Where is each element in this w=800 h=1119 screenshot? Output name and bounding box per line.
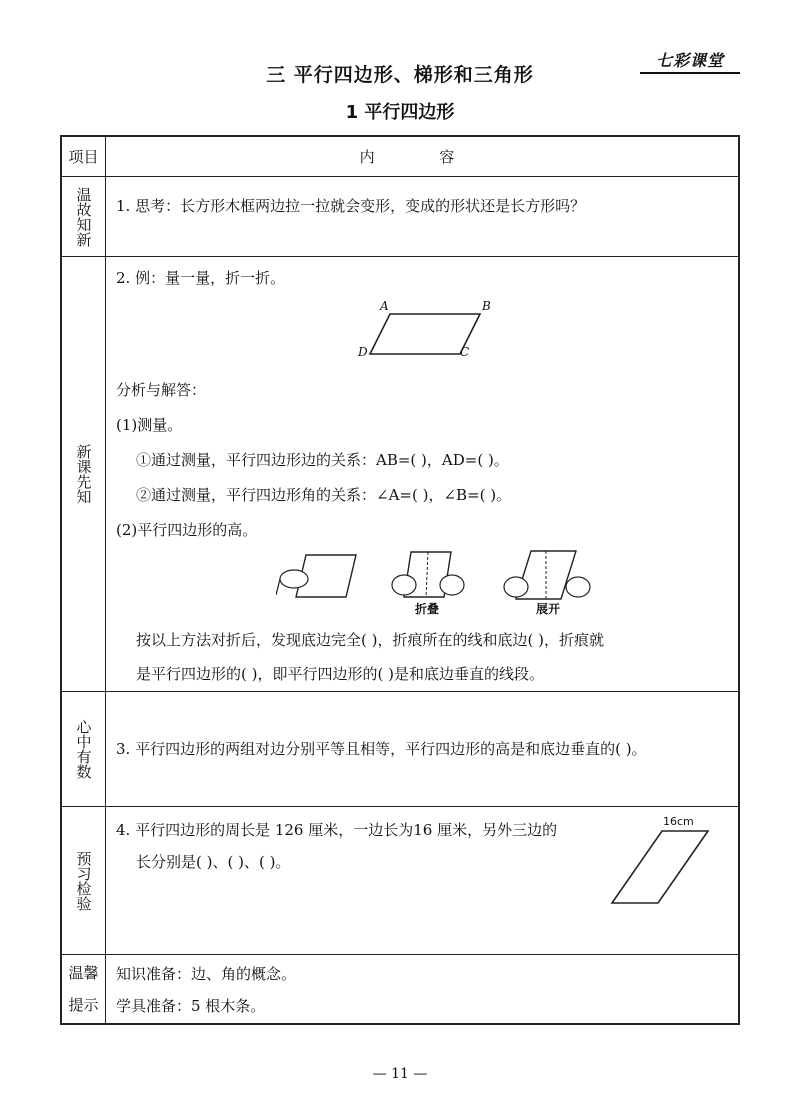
point-a-label: A bbox=[380, 299, 389, 313]
lesson-title: 1 平行四边形 bbox=[345, 102, 455, 123]
chapter-title: 三 平行四边形、梯形和三角形 bbox=[266, 64, 534, 86]
measure-angles: ②通过测量，平行四边形角的关系：∠A=( )，∠B=( )。 bbox=[136, 486, 512, 504]
section-content-new bbox=[106, 257, 738, 691]
section-label-new bbox=[62, 257, 106, 691]
column-header-item: 项目 bbox=[62, 137, 106, 176]
question-4-line1: 4. 平行四边形的周长是 126 厘米，一边长为16 厘米，另外三边的 bbox=[116, 821, 558, 839]
figure-side-label: 16cm bbox=[663, 815, 694, 828]
analysis-heading: 分析与解答： bbox=[116, 381, 207, 399]
parallelogram-shape-2 bbox=[612, 831, 708, 903]
section-label-review bbox=[62, 177, 106, 256]
section-new-lesson bbox=[62, 257, 738, 692]
section-mind bbox=[62, 692, 738, 807]
section-tips bbox=[62, 955, 738, 1023]
caption-fold: 折叠 bbox=[415, 602, 440, 616]
section-content-check bbox=[106, 807, 738, 954]
point-c-label: C bbox=[460, 345, 470, 359]
page-number: — 11 — bbox=[372, 1066, 428, 1082]
label-text-new: 新课先知 bbox=[74, 444, 93, 504]
measure-sides: ①通过测量，平行四边形边的关系：AB=( )，AD=( )。 bbox=[136, 451, 509, 469]
section-content-review bbox=[106, 177, 738, 256]
section-label-tips bbox=[62, 955, 106, 1023]
label-text-check: 预习检验 bbox=[74, 850, 93, 911]
section-label-mind bbox=[62, 692, 106, 806]
question-2: 2. 例：量一量，折一折。 bbox=[116, 269, 286, 287]
section-review bbox=[62, 177, 738, 257]
table-header-row bbox=[62, 137, 738, 177]
point-d-label: D bbox=[358, 345, 368, 359]
fold-conclusion-line1: 按以上方法对折后，发现底边完全( )，折痕所在的线和底边( )，折痕就 bbox=[136, 631, 604, 649]
caption-unfold: 展开 bbox=[536, 602, 561, 616]
hands-folding-paper bbox=[392, 552, 464, 597]
label-text-review: 温故知新 bbox=[74, 186, 93, 247]
question-3: 3. 平行四边形的两组对边分别平等且相等，平行四边形的高是和底边垂直的( )。 bbox=[116, 740, 647, 758]
section-content-tips bbox=[106, 955, 738, 1023]
height-heading: (2)平行四边形的高。 bbox=[116, 521, 258, 539]
hand-holding-paper-1 bbox=[276, 555, 356, 597]
tip-knowledge: 知识准备：边、角的概念。 bbox=[116, 965, 297, 983]
question-1: 1. 思考：长方形木框两边拉一拉就会变形，变成的形状还是长方形吗？ bbox=[116, 197, 586, 215]
column-header-content: 内 容 bbox=[359, 148, 485, 166]
section-check bbox=[62, 807, 738, 955]
parallelogram-16cm-figure bbox=[606, 827, 716, 907]
fold-conclusion-line2: 是平行四边形的( )，即平行四边形的( )是和底边垂直的线段。 bbox=[136, 665, 544, 683]
measure-heading: (1)测量。 bbox=[116, 416, 183, 434]
section-label-check bbox=[62, 807, 106, 954]
label-text-mind: 心中有数 bbox=[74, 719, 93, 779]
brand-logo: 七彩课堂 bbox=[640, 48, 740, 74]
section-content-mind bbox=[106, 692, 738, 806]
hands-unfolded-paper bbox=[504, 551, 590, 599]
point-b-label: B bbox=[482, 299, 491, 313]
label-text-tips: 温馨提示 bbox=[68, 964, 99, 1014]
question-4-line2: 长分别是( )、( )、( )。 bbox=[136, 853, 291, 871]
worksheet-table bbox=[60, 135, 740, 1025]
tip-materials: 学具准备：5 根木条。 bbox=[116, 997, 266, 1015]
